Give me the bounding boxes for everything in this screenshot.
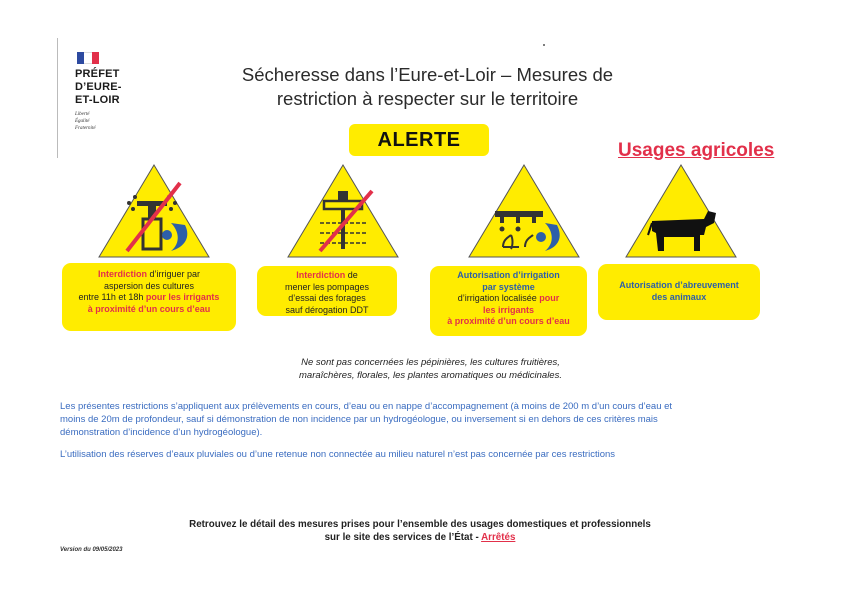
category-heading: Usages agricoles xyxy=(618,140,775,161)
footer-notice xyxy=(120,518,720,544)
scope-paragraph xyxy=(60,400,790,439)
measure-text: sauf dérogation DDT xyxy=(285,304,369,315)
measure-text: Autorisation d’irrigation xyxy=(457,270,560,280)
measure-text: d’irrigation localisée xyxy=(457,293,540,303)
logo-line: ET-LOIR xyxy=(75,94,120,106)
measure-text: aspersion des cultures xyxy=(103,280,195,291)
measure-text: des animaux xyxy=(651,291,707,302)
measure-text: par système xyxy=(482,281,535,292)
measure-text: pour xyxy=(539,293,560,303)
prefecture-logo xyxy=(60,38,190,158)
prefect-name xyxy=(75,68,122,107)
cow-icon xyxy=(622,161,740,261)
alert-level-badge: ALERTE xyxy=(349,124,489,156)
pumping-warning-sign xyxy=(284,161,402,261)
scan-speck xyxy=(543,44,545,46)
motto-line: Égalité xyxy=(75,119,90,124)
logo-line: D’EURE- xyxy=(75,81,122,93)
drip-irrigation-icon xyxy=(465,161,583,261)
measure-text: pour les irrigants xyxy=(145,292,220,302)
measure-text: Interdiction xyxy=(296,270,346,280)
measure-text: d’irriguer par xyxy=(146,269,201,279)
info-line: Les présentes restrictions s’appliquent aux prélèvements en cours, d’eau ou en nappe d’accompagnement (à moins de 200 m d’un cours d’eau et xyxy=(60,401,673,412)
info-line: L’utilisation des réserves d’eaux pluviales ou d’une retenue non connectée au milieu naturel n’est pas concernée par ces restrictions xyxy=(60,449,616,460)
note-line: maraîchères, florales, les plantes aromatiques ou médicinales. xyxy=(299,370,562,381)
arretes-link[interactable]: Arrêtés xyxy=(481,532,516,543)
livestock-watering-sign xyxy=(622,161,740,261)
logo-line: PRÉFET xyxy=(75,68,120,80)
info-line: moins de 20m de profondeur, sauf si démonstration de non incidence par un hydrogéologue, ou inversement si en dehors de ces critères mais xyxy=(60,414,658,425)
motto-line: Liberté xyxy=(75,112,90,117)
french-flag-icon xyxy=(77,52,99,64)
footer-line: Retrouvez le détail des mesures prises pour l’ensemble des usages domestiques et professionnels xyxy=(189,519,651,530)
measure-text: de xyxy=(345,270,358,280)
measure-box-drip xyxy=(430,266,587,336)
sprinkler-warning-sign xyxy=(95,161,213,261)
measure-box-pumping xyxy=(257,266,397,316)
measure-box-sprinkler xyxy=(62,263,236,331)
measure-text: à proximité d’un cours d’eau xyxy=(447,316,570,326)
measure-box-livestock xyxy=(598,264,760,320)
page-title xyxy=(200,63,655,111)
footer-line: sur le site des services de l’État - xyxy=(324,532,482,543)
measure-text: Interdiction xyxy=(97,269,147,279)
measure-text: d’essai des forages xyxy=(288,293,366,303)
logo-divider xyxy=(57,38,58,158)
measure-text: Autorisation d’abreuvement xyxy=(619,280,739,290)
title-line: Sécheresse dans l’Eure-et-Loir – Mesures de xyxy=(241,64,614,85)
info-line: démonstration d’incidence d’un hydrogéologue). xyxy=(60,427,263,438)
note-line: Ne sont pas concernées les pépinières, les cultures fruitières, xyxy=(301,357,560,368)
measure-text: entre 11h et 18h xyxy=(78,292,146,302)
drip-irrigation-sign xyxy=(465,161,583,261)
water-pumping-well-icon xyxy=(284,161,402,261)
measure-text: à proximité d’un cours d’eau xyxy=(87,303,211,314)
title-line: restriction à respecter sur le territoire xyxy=(276,88,579,109)
irrigation-sprinkler-icon xyxy=(95,161,213,261)
republic-motto xyxy=(75,111,96,132)
measure-text: mener les pompages xyxy=(284,281,370,292)
motto-line: Fraternité xyxy=(75,126,96,131)
rainwater-paragraph xyxy=(60,448,790,461)
version-date: Version du 09/05/2023 xyxy=(60,547,123,553)
exemption-note xyxy=(258,356,603,382)
measure-text: les irrigants xyxy=(482,304,535,315)
